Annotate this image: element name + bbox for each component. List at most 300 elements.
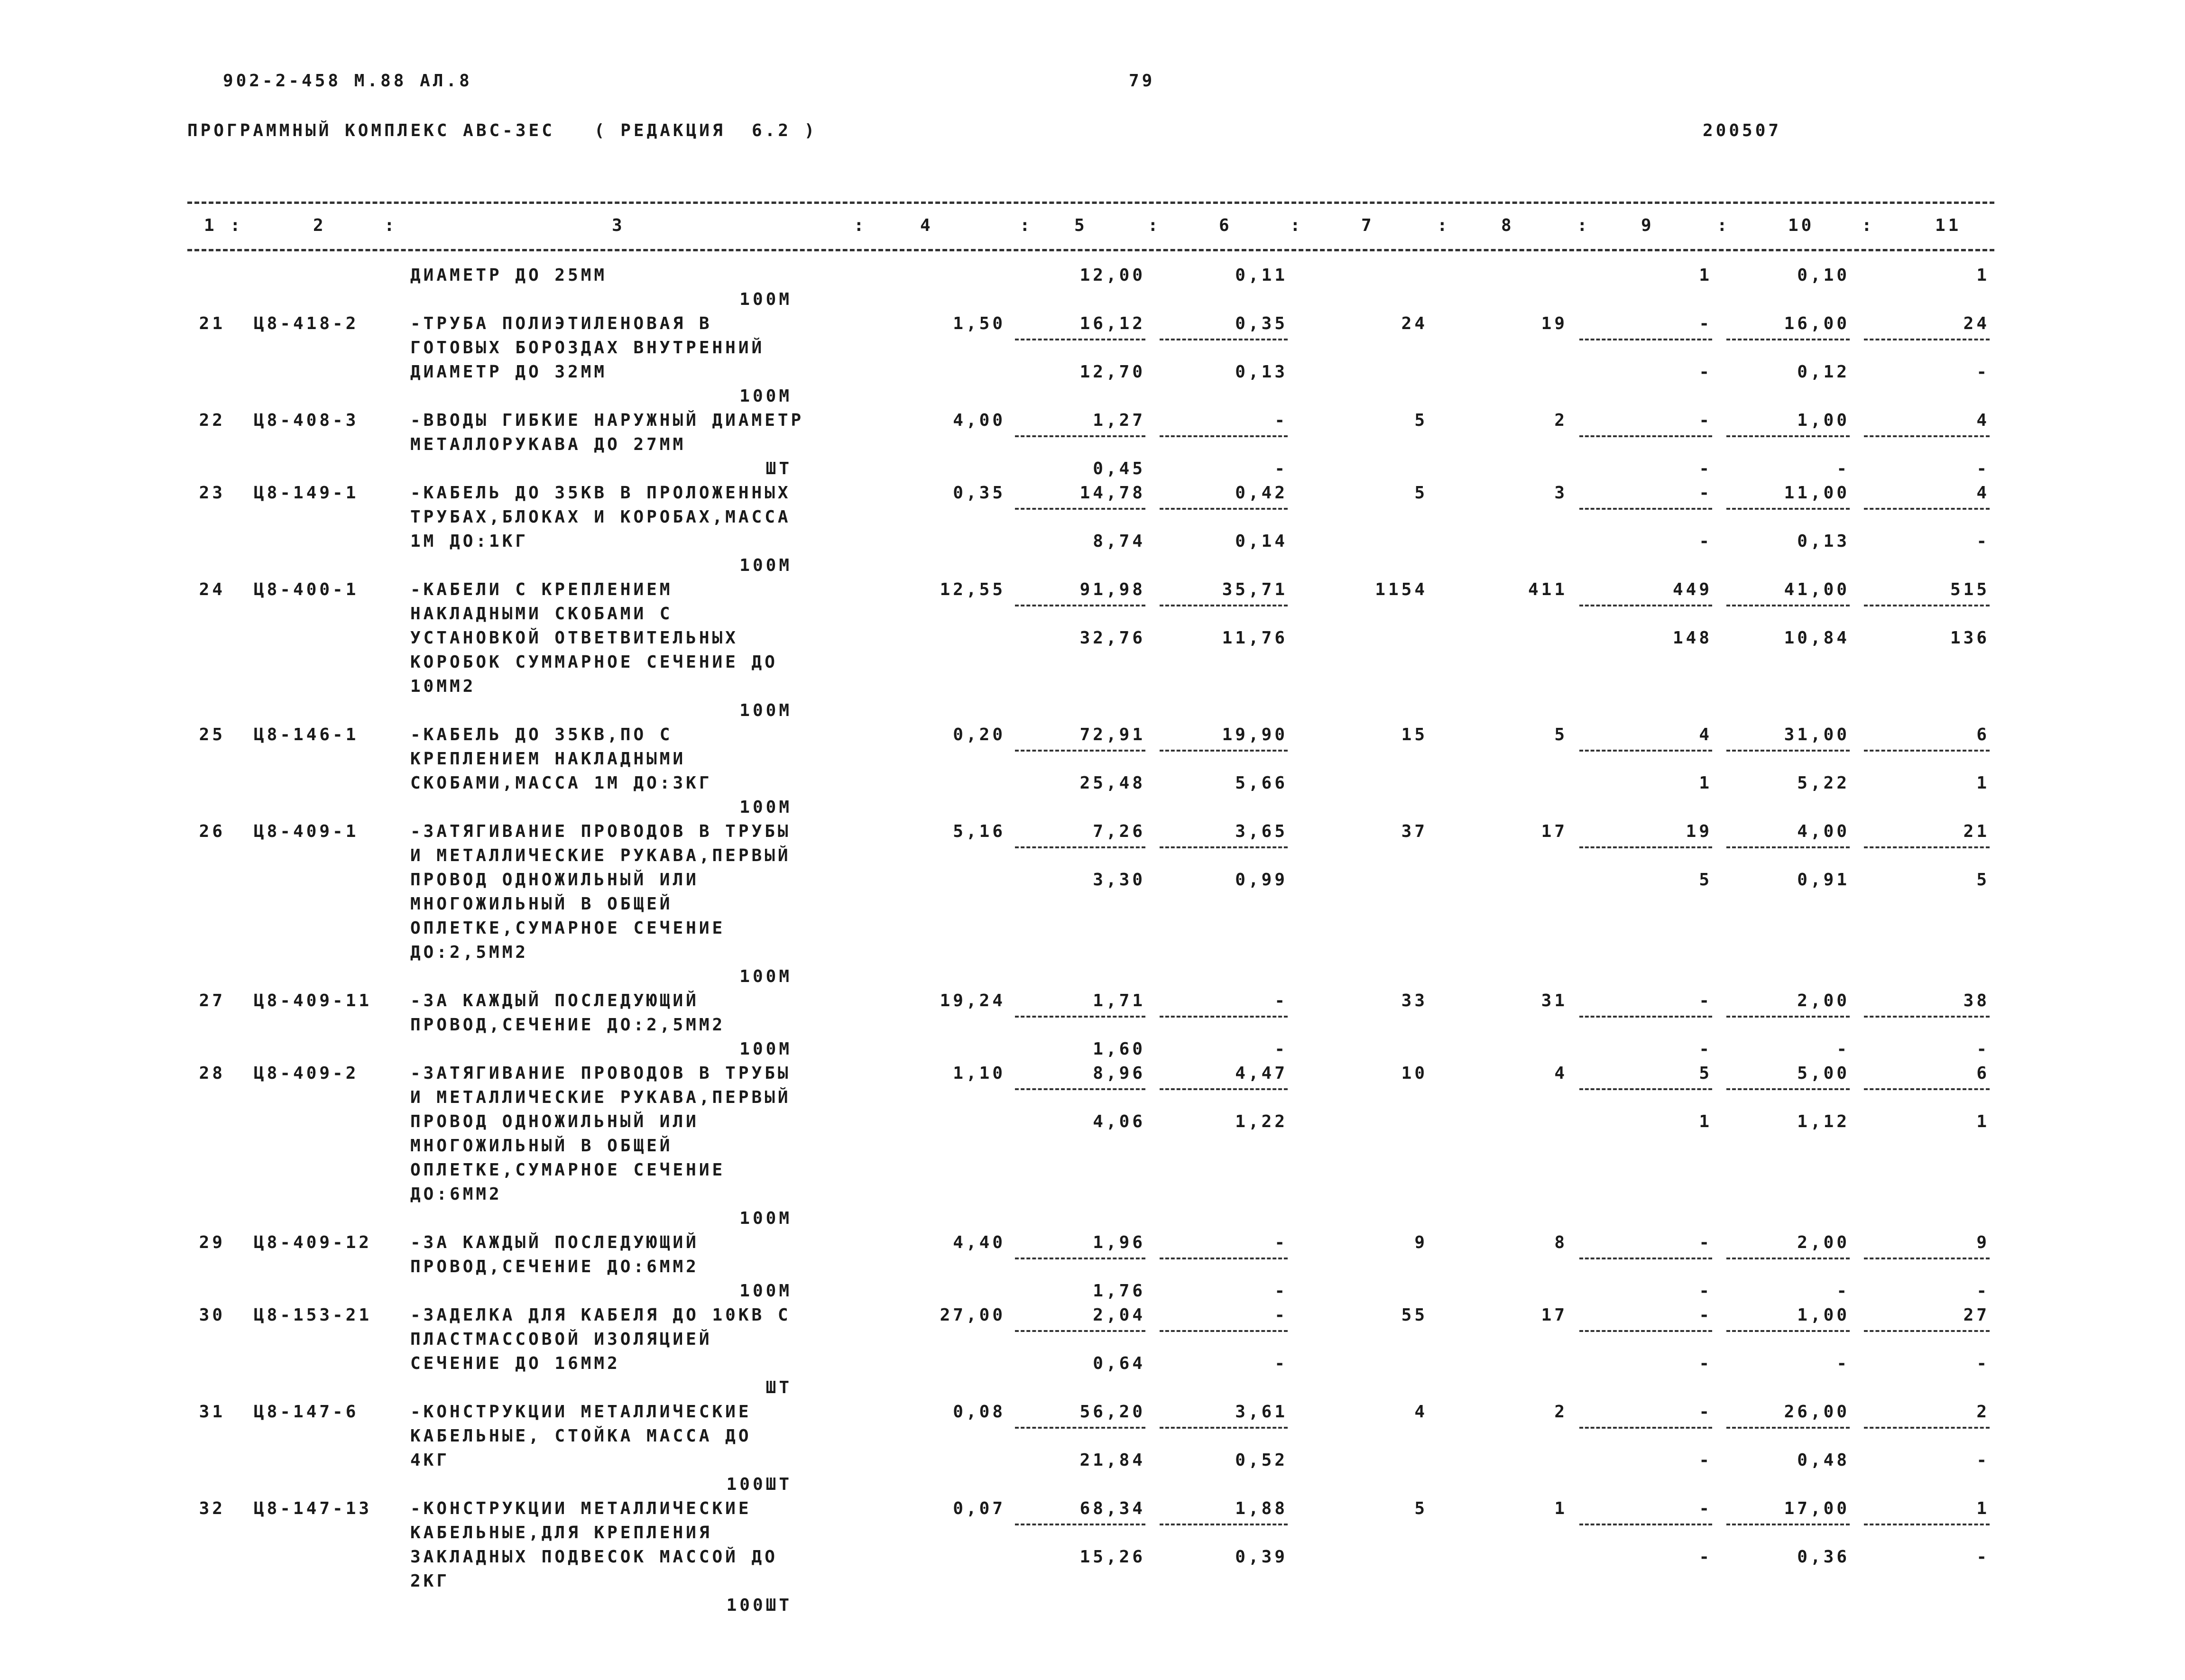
work-description: ДО:2,5ММ2 <box>410 943 529 962</box>
subtotal-dashes <box>1579 605 1712 606</box>
rate-code: Ц8-149-1 <box>254 483 359 503</box>
column-header-11: 11 <box>1935 216 1962 235</box>
wage-cost: 3,65 <box>1235 822 1288 841</box>
subtotal-dashes <box>1864 1088 1990 1090</box>
work-description: СЕЧЕНИЕ ДО 16ММ2 <box>410 1354 620 1373</box>
wage-total: - <box>1699 991 1712 1010</box>
subtotal-dashes <box>1160 508 1288 510</box>
subtotal-dashes <box>1015 1258 1145 1259</box>
total-cost: 4 <box>1414 1402 1428 1422</box>
subtotal-dashes <box>1864 508 1990 510</box>
labor-machinist-total: 136 <box>1950 628 1990 648</box>
subtotal-dashes <box>1726 1427 1850 1429</box>
rate-code: Ц8-408-3 <box>254 411 359 430</box>
unit-of-measure: 100М <box>739 1281 792 1301</box>
subtotal-dashes <box>1015 339 1145 340</box>
subtotal-dashes <box>1015 508 1145 510</box>
labor-machinist-total: - <box>1976 459 1990 478</box>
work-description: 2КГ <box>410 1571 450 1591</box>
total-cost: 5 <box>1414 1499 1428 1518</box>
unit-cost-machines: 21,84 <box>1079 1450 1145 1470</box>
unit-cost-machines: 25,48 <box>1079 773 1145 793</box>
work-description: -КОНСТРУКЦИИ МЕТАЛЛИЧЕСКИЕ <box>410 1499 752 1518</box>
work-description: И МЕТАЛЛИЧЕСКИЕ РУКАВА,ПЕРВЫЙ <box>410 846 791 865</box>
wage-machinists: - <box>1274 1281 1288 1301</box>
subtotal-dashes <box>1015 605 1145 606</box>
wage-cost: 0,35 <box>1235 314 1288 333</box>
work-description: 1М ДО:1КГ <box>410 532 529 551</box>
row-number: 24 <box>199 580 225 599</box>
total-cost: 33 <box>1401 991 1428 1010</box>
work-description: ЗАКЛАДНЫХ ПОДВЕСОК МАССОЙ ДО <box>410 1547 778 1567</box>
work-description: НАКЛАДНЫМИ СКОБАМИ С <box>410 604 673 624</box>
labor-total: 21 <box>1963 822 1990 841</box>
labor-unit: 26,00 <box>1784 1402 1850 1422</box>
work-description: КАБЕЛЬНЫЕ,ДЛЯ КРЕПЛЕНИЯ <box>410 1523 712 1542</box>
work-description: -ЗА КАЖДЫЙ ПОСЛЕДУЮЩИЙ <box>410 1233 699 1252</box>
subtotal-dashes <box>1864 605 1990 606</box>
unit-cost-machines: 8,74 <box>1093 532 1145 551</box>
subtotal-dashes <box>1160 435 1288 437</box>
machinist-wage-total: - <box>1699 362 1712 382</box>
labor-machinist-unit: 0,36 <box>1797 1547 1850 1567</box>
document-code: 902-2-458 М.88 АЛ.8 <box>223 71 472 91</box>
rate-code: Ц8-418-2 <box>254 314 359 333</box>
total-cost: 5 <box>1414 411 1428 430</box>
machinist-wage-total: - <box>1699 459 1712 478</box>
subtotal-dashes <box>1726 435 1850 437</box>
unit-of-measure: 100М <box>739 556 792 575</box>
labor-unit: 31,00 <box>1784 725 1850 744</box>
unit-cost: 12,00 <box>1079 266 1145 285</box>
labor-machinist-unit: 10,84 <box>1784 628 1850 648</box>
rate-code: Ц8-409-2 <box>254 1064 359 1083</box>
unit-cost: 68,34 <box>1079 1499 1145 1518</box>
wage-total: 449 <box>1672 580 1712 599</box>
wage-machinists: - <box>1274 459 1288 478</box>
quantity: 0,07 <box>953 1499 1005 1518</box>
work-description: МЕТАЛЛОРУКАВА ДО 27ММ <box>410 435 686 454</box>
document-number: 200507 <box>1703 121 1782 140</box>
subtotal-dashes <box>1864 1524 1990 1525</box>
total-cost: 5 <box>1414 483 1428 503</box>
column-separator: : <box>1862 216 1875 235</box>
work-description: -ЗА КАЖДЫЙ ПОСЛЕДУЮЩИЙ <box>410 991 699 1010</box>
rate-code: Ц8-409-1 <box>254 822 359 841</box>
quantity: 0,20 <box>953 725 1005 744</box>
quantity: 1,10 <box>953 1064 1005 1083</box>
labor-total: 1 <box>1976 1499 1990 1518</box>
column-header-3: 3 <box>612 216 625 235</box>
wage-total: 5 <box>1699 1064 1712 1083</box>
subtotal-dashes <box>1015 1330 1145 1332</box>
materials-cost: 2 <box>1554 1402 1567 1422</box>
wage-cost: - <box>1274 411 1288 430</box>
subtotal-dashes <box>1579 1427 1712 1429</box>
labor-total: 24 <box>1963 314 1990 333</box>
unit-cost: 7,26 <box>1093 822 1145 841</box>
work-description: ДИАМЕТР ДО 25ММ <box>410 266 608 285</box>
unit-cost-machines: 4,06 <box>1093 1112 1145 1131</box>
work-description: -ВВОДЫ ГИБКИЕ НАРУЖНЫЙ ДИАМЕТР <box>410 411 804 430</box>
labor-unit: 1,00 <box>1797 411 1850 430</box>
labor-total: 27 <box>1963 1305 1990 1325</box>
subtotal-dashes <box>1864 1427 1990 1429</box>
materials-cost: 31 <box>1541 991 1567 1010</box>
row-number: 23 <box>199 483 225 503</box>
labor-total: 9 <box>1976 1233 1990 1252</box>
total-cost: 10 <box>1401 1064 1428 1083</box>
work-description: И МЕТАЛЛИЧЕСКИЕ РУКАВА,ПЕРВЫЙ <box>410 1088 791 1107</box>
subtotal-dashes <box>1160 1427 1288 1429</box>
materials-cost: 5 <box>1554 725 1567 744</box>
wage-total: - <box>1699 1499 1712 1518</box>
work-description: ПРОВОД ОДНОЖИЛЬНЫЙ ИЛИ <box>410 870 699 890</box>
labor-machinist-total: - <box>1976 1281 1990 1301</box>
labor-machinist-total: 5 <box>1976 870 1990 890</box>
labor-machinist-unit: 0,48 <box>1797 1450 1850 1470</box>
labor-unit: 17,00 <box>1784 1499 1850 1518</box>
materials-cost: 4 <box>1554 1064 1567 1083</box>
unit-cost-machines: 15,26 <box>1079 1547 1145 1567</box>
wage-machinists: 1,22 <box>1235 1112 1288 1131</box>
labor-machinist-unit: 1,12 <box>1797 1112 1850 1131</box>
labor-machinist-total: - <box>1976 1547 1990 1567</box>
work-description: 10ММ2 <box>410 677 476 696</box>
subtotal-dashes <box>1864 1016 1990 1018</box>
column-separator: : <box>384 216 397 235</box>
unit-of-measure: 100ШТ <box>726 1596 792 1615</box>
labor-machinist-total: 1 <box>1976 773 1990 793</box>
rate-code: Ц8-400-1 <box>254 580 359 599</box>
wage-total: 19 <box>1686 822 1712 841</box>
labor-unit: 2,00 <box>1797 991 1850 1010</box>
subtotal-dashes <box>1726 1330 1850 1332</box>
column-header-9: 9 <box>1641 216 1654 235</box>
machinist-wage-total: - <box>1699 1281 1712 1301</box>
unit-cost-machines: 3,30 <box>1093 870 1145 890</box>
wage-total: - <box>1699 483 1712 503</box>
subtotal-dashes <box>1579 750 1712 752</box>
rate-code: Ц8-153-21 <box>254 1305 372 1325</box>
subtotal-dashes <box>1160 1088 1288 1090</box>
unit-cost-machines: 1,60 <box>1093 1039 1145 1059</box>
unit-of-measure: ШТ <box>765 1378 792 1397</box>
work-description: КАБЕЛЬНЫЕ, СТОЙКА МАССА ДО <box>410 1426 752 1446</box>
subtotal-dashes <box>1160 750 1288 752</box>
subtotal-dashes <box>1726 1524 1850 1525</box>
unit-cost: 14,78 <box>1079 483 1145 503</box>
work-description: МНОГОЖИЛЬНЫЙ В ОБЩЕЙ <box>410 894 673 914</box>
row-number: 27 <box>199 991 225 1010</box>
quantity: 27,00 <box>940 1305 1005 1325</box>
column-header-2: 2 <box>313 216 326 235</box>
subtotal-dashes <box>1160 1258 1288 1259</box>
column-separator: : <box>1717 216 1730 235</box>
work-description: ПРОВОД,СЕЧЕНИЕ ДО:6ММ2 <box>410 1257 699 1276</box>
subtotal-dashes <box>1579 508 1712 510</box>
subtotal-dashes <box>1015 750 1145 752</box>
total-cost: 15 <box>1401 725 1428 744</box>
rate-code: Ц8-147-13 <box>254 1499 372 1518</box>
subtotal-dashes <box>1579 1258 1712 1259</box>
subtotal-dashes <box>1015 846 1145 848</box>
labor-machinist-unit: - <box>1836 1039 1850 1059</box>
wage-total: - <box>1699 314 1712 333</box>
subtotal-dashes <box>1864 435 1990 437</box>
work-description: -ЗАДЕЛКА ДЛЯ КАБЕЛЯ ДО 10КВ С <box>410 1305 791 1325</box>
total-cost: 9 <box>1414 1233 1428 1252</box>
column-separator: : <box>1437 216 1450 235</box>
subtotal-dashes <box>1726 846 1850 848</box>
subtotal-dashes <box>1160 1524 1288 1525</box>
subtotal-dashes <box>1160 846 1288 848</box>
wage-total: - <box>1699 1305 1712 1325</box>
unit-of-measure: 100ШТ <box>726 1475 792 1494</box>
labor-machinist-unit: - <box>1836 1281 1850 1301</box>
work-description: ОПЛЕТКЕ,СУМАРНОЕ СЕЧЕНИЕ <box>410 918 726 938</box>
unit-cost: 16,12 <box>1079 314 1145 333</box>
subtotal-dashes <box>1864 1330 1990 1332</box>
unit-of-measure: 100М <box>739 1209 792 1228</box>
unit-cost: 56,20 <box>1079 1402 1145 1422</box>
subtotal-dashes <box>1726 339 1850 340</box>
subtotal-dashes <box>1579 846 1712 848</box>
subtotal-dashes <box>1864 750 1990 752</box>
wage-machinists: 0,39 <box>1235 1547 1288 1567</box>
wage-cost: 19,90 <box>1222 725 1288 744</box>
subtotal-dashes <box>1579 435 1712 437</box>
unit-of-measure: 100М <box>739 967 792 986</box>
labor-total: 6 <box>1976 1064 1990 1083</box>
row-number: 21 <box>199 314 225 333</box>
subtotal-dashes <box>1726 1016 1850 1018</box>
labor-unit: 4,00 <box>1797 822 1850 841</box>
unit-cost-machines: 0,45 <box>1093 459 1145 478</box>
column-separator: : <box>1020 216 1033 235</box>
wage-total: - <box>1699 411 1712 430</box>
quantity: 5,16 <box>953 822 1005 841</box>
wage-cost: - <box>1274 991 1288 1010</box>
column-separator: : <box>1290 216 1303 235</box>
subtotal-dashes <box>1864 339 1990 340</box>
unit-of-measure: 100М <box>739 1039 792 1059</box>
wage-cost: - <box>1274 1233 1288 1252</box>
wage-cost: 0,42 <box>1235 483 1288 503</box>
subtotal-dashes <box>1160 605 1288 606</box>
work-description: ДО:6ММ2 <box>410 1184 502 1204</box>
wage-cost: - <box>1274 1305 1288 1325</box>
work-description: ГОТОВЫХ БОРОЗДАХ ВНУТРЕННИЙ <box>410 338 765 358</box>
unit-cost: 1,71 <box>1093 991 1145 1010</box>
column-separator: : <box>1577 216 1590 235</box>
quantity: 0,08 <box>953 1402 1005 1422</box>
work-description: -КАБЕЛЬ ДО 35КВ,ПО С <box>410 725 673 744</box>
work-description: ПРОВОД,СЕЧЕНИЕ ДО:2,5ММ2 <box>410 1015 726 1035</box>
labor-total: 2 <box>1976 1402 1990 1422</box>
labor-machinist-total: - <box>1976 1450 1990 1470</box>
work-description: КОРОБОК СУММАРНОЕ СЕЧЕНИЕ ДО <box>410 652 778 672</box>
labor-unit: 5,00 <box>1797 1064 1850 1083</box>
subtotal-dashes <box>1726 1258 1850 1259</box>
materials-cost: 19 <box>1541 314 1567 333</box>
unit-cost: 8,96 <box>1093 1064 1145 1083</box>
quantity: 12,55 <box>940 580 1005 599</box>
labor-total: 4 <box>1976 483 1990 503</box>
labor-machinist-unit: 0,13 <box>1797 532 1850 551</box>
program-title: ПРОГРАММНЫЙ КОМПЛЕКС АВС-3ЕС ( РЕДАКЦИЯ 6.2 ) <box>187 121 818 140</box>
labor-total: 515 <box>1950 580 1990 599</box>
work-description: -ТРУБА ПОЛИЭТИЛЕНОВАЯ В <box>410 314 712 333</box>
row-number: 28 <box>199 1064 225 1083</box>
work-description: ТРУБАХ,БЛОКАХ И КОРОБАХ,МАССА <box>410 507 791 527</box>
work-description: -ЗАТЯГИВАНИЕ ПРОВОДОВ В ТРУБЫ <box>410 822 791 841</box>
wage-cost: 35,71 <box>1222 580 1288 599</box>
column-header-7: 7 <box>1361 216 1374 235</box>
labor-machinist-total: 1 <box>1976 1112 1990 1131</box>
machinist-wage-total: 1 <box>1699 1112 1712 1131</box>
total-cost: 1154 <box>1375 580 1428 599</box>
wage-cost: 0,11 <box>1235 266 1288 285</box>
subtotal-dashes <box>1726 508 1850 510</box>
total-cost: 37 <box>1401 822 1428 841</box>
subtotal-dashes <box>1015 1427 1145 1429</box>
work-description: 4КГ <box>410 1450 450 1470</box>
work-description: ПЛАСТМАССОВОЙ ИЗОЛЯЦИЕЙ <box>410 1330 712 1349</box>
subtotal-dashes <box>1015 435 1145 437</box>
table-top-rule <box>187 202 1994 204</box>
column-header-row <box>0 216 2185 239</box>
work-description: КРЕПЛЕНИЕМ НАКЛАДНЫМИ <box>410 749 686 769</box>
row-number: 31 <box>199 1402 225 1422</box>
row-number: 32 <box>199 1499 225 1518</box>
materials-cost: 411 <box>1528 580 1567 599</box>
labor-machinist-unit: - <box>1836 459 1850 478</box>
unit-cost: 1,96 <box>1093 1233 1145 1252</box>
labor-unit: 16,00 <box>1784 314 1850 333</box>
labor-machinist-unit: 0,91 <box>1797 870 1850 890</box>
labor-machinist-total: - <box>1976 1354 1990 1373</box>
labor-total: 4 <box>1976 411 1990 430</box>
rate-code: Ц8-147-6 <box>254 1402 359 1422</box>
row-number: 22 <box>199 411 225 430</box>
column-header-6: 6 <box>1219 216 1232 235</box>
subtotal-dashes <box>1864 846 1990 848</box>
labor-machinist-unit: 5,22 <box>1797 773 1850 793</box>
machinist-wage-total: - <box>1699 532 1712 551</box>
work-description: -КАБЕЛИ С КРЕПЛЕНИЕМ <box>410 580 673 599</box>
wage-total: - <box>1699 1233 1712 1252</box>
subtotal-dashes <box>1160 1016 1288 1018</box>
wage-cost: 1,88 <box>1235 1499 1288 1518</box>
labor-unit: 2,00 <box>1797 1233 1850 1252</box>
subtotal-dashes <box>1015 1016 1145 1018</box>
rate-code: Ц8-409-12 <box>254 1233 372 1252</box>
materials-cost: 3 <box>1554 483 1567 503</box>
column-header-5: 5 <box>1074 216 1088 235</box>
work-description: -КАБЕЛЬ ДО 35КВ В ПРОЛОЖЕННЫХ <box>410 483 791 503</box>
labor-unit: 0,10 <box>1797 266 1850 285</box>
column-header-8: 8 <box>1501 216 1514 235</box>
labor-unit: 11,00 <box>1784 483 1850 503</box>
machinist-wage-total: - <box>1699 1547 1712 1567</box>
labor-machinist-total: - <box>1976 362 1990 382</box>
wage-cost: 4,47 <box>1235 1064 1288 1083</box>
unit-cost-machines: 0,64 <box>1093 1354 1145 1373</box>
machinist-wage-total: 1 <box>1699 773 1712 793</box>
subtotal-dashes <box>1726 1088 1850 1090</box>
subtotal-dashes <box>1015 1088 1145 1090</box>
row-number: 29 <box>199 1233 225 1252</box>
wage-total: - <box>1699 1402 1712 1422</box>
work-description: СКОБАМИ,МАССА 1М ДО:3КГ <box>410 773 712 793</box>
subtotal-dashes <box>1579 339 1712 340</box>
unit-cost-machines: 1,76 <box>1093 1281 1145 1301</box>
column-header-4: 4 <box>920 216 933 235</box>
work-description: ОПЛЕТКЕ,СУМАРНОЕ СЕЧЕНИЕ <box>410 1160 726 1180</box>
labor-machinist-total: - <box>1976 532 1990 551</box>
work-description: ДИАМЕТР ДО 32ММ <box>410 362 608 382</box>
machinist-wage-total: - <box>1699 1450 1712 1470</box>
materials-cost: 17 <box>1541 822 1567 841</box>
table-header-rule <box>187 249 1994 251</box>
unit-of-measure: 100М <box>739 386 792 406</box>
subtotal-dashes <box>1160 1330 1288 1332</box>
unit-of-measure: 100М <box>739 798 792 817</box>
work-description: -КОНСТРУКЦИИ МЕТАЛЛИЧЕСКИЕ <box>410 1402 752 1422</box>
work-description: МНОГОЖИЛЬНЫЙ В ОБЩЕЙ <box>410 1136 673 1156</box>
subtotal-dashes <box>1864 1258 1990 1259</box>
materials-cost: 8 <box>1554 1233 1567 1252</box>
total-cost: 55 <box>1401 1305 1428 1325</box>
unit-cost: 1,27 <box>1093 411 1145 430</box>
labor-total: 38 <box>1963 991 1990 1010</box>
subtotal-dashes <box>1579 1016 1712 1018</box>
row-number: 30 <box>199 1305 225 1325</box>
wage-machinists: - <box>1274 1354 1288 1373</box>
subtotal-dashes <box>1160 339 1288 340</box>
quantity: 1,50 <box>953 314 1005 333</box>
wage-cost: 3,61 <box>1235 1402 1288 1422</box>
unit-cost: 91,98 <box>1079 580 1145 599</box>
unit-cost: 72,91 <box>1079 725 1145 744</box>
wage-machinists: 5,66 <box>1235 773 1288 793</box>
row-number: 26 <box>199 822 225 841</box>
unit-of-measure: 100М <box>739 290 792 309</box>
column-separator: : <box>854 216 867 235</box>
work-description: ПРОВОД ОДНОЖИЛЬНЫЙ ИЛИ <box>410 1112 699 1131</box>
column-header-10: 10 <box>1788 216 1815 235</box>
subtotal-dashes <box>1579 1088 1712 1090</box>
labor-machinist-total: - <box>1976 1039 1990 1059</box>
work-description: -ЗАТЯГИВАНИЕ ПРОВОДОВ В ТРУБЫ <box>410 1064 791 1083</box>
wage-machinists: 0,14 <box>1235 532 1288 551</box>
machinist-wage-total: - <box>1699 1354 1712 1373</box>
wage-machinists: 0,99 <box>1235 870 1288 890</box>
subtotal-dashes <box>1015 1524 1145 1525</box>
total-cost: 24 <box>1401 314 1428 333</box>
page-number: 79 <box>1129 71 1155 91</box>
machinist-wage-total: 5 <box>1699 870 1712 890</box>
subtotal-dashes <box>1726 605 1850 606</box>
labor-total: 1 <box>1976 266 1990 285</box>
labor-unit: 1,00 <box>1797 1305 1850 1325</box>
row-number: 25 <box>199 725 225 744</box>
quantity: 4,40 <box>953 1233 1005 1252</box>
subtotal-dashes <box>1579 1524 1712 1525</box>
subtotal-dashes <box>1579 1330 1712 1332</box>
labor-total: 6 <box>1976 725 1990 744</box>
